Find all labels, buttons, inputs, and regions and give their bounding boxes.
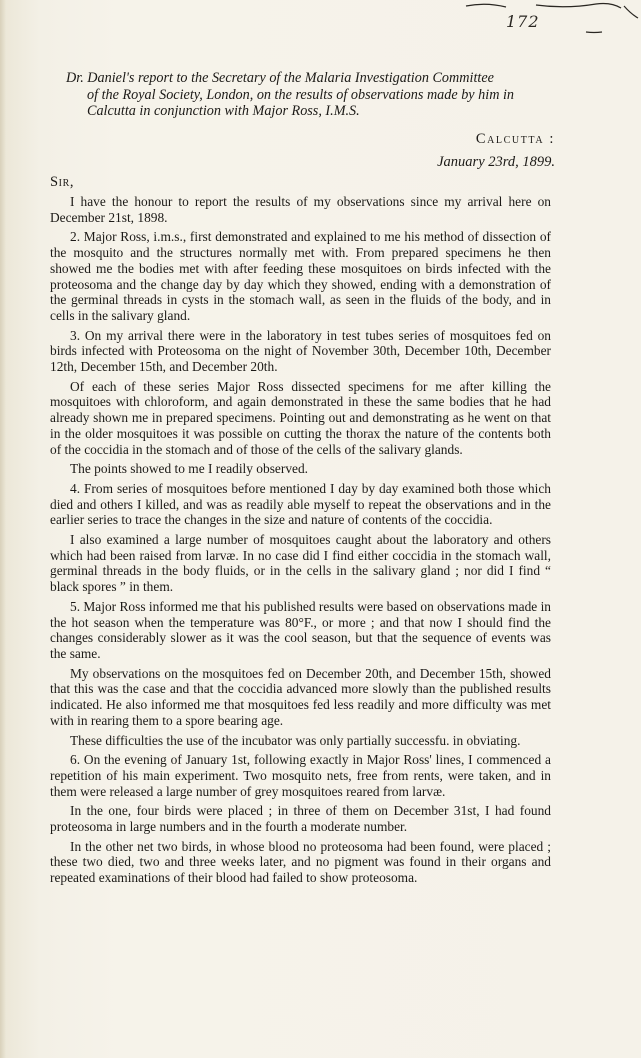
paragraph: 4. From series of mosquitoes before mentioned I day by day examined both those which died and others I killed, and was as readily able myself to repeat the observations and in the earlier series to trace the changes in the size and nature of contents of the coccidia. [50,480,551,528]
place-heading: Calcutta : [475,131,555,147]
paragraph: Of each of these series Major Ross dissected specimens for me after killing the mosquitoes with chloroform, and again demonstrated in these the same bodies that he had already shown me in prepared specimens. Pointing out and demonstrating as he went on that in the older mosquitoes it was possible on cutting the thorax the nature of the contents both of the coccidia in the stomach and of those of the cells of the salivary glands. [50,378,551,457]
title-line-2: of the Royal Society, London, on the results of observations made by him in Calcutta in conjunction with Major Ross, I.M.S. [87,86,515,119]
handwritten-note: 172 [506,12,540,31]
paragraph: In the one, four birds were placed ; in three of them on December 31st, I had found proteosoma in large numbers and in the fourth a moderate number. [50,803,551,835]
paragraph: The points showed to me I readily observed. [70,461,308,477]
paragraph: 3. On my arrival there were in the laboratory in test tubes series of mosquitoes fed on birds infected with Proteosoma on the night of November 30th, December 10th, December 12th, December 15th, and December 20th. [50,327,551,375]
handwritten-scribble-icon [446,2,641,36]
salutation: Sir, [50,174,75,190]
title-line-1: Dr. Daniel's report to the Secretary of the Malaria Investigation Committee [66,70,494,86]
paragraph: I have the honour to report the results of my observations since my arrival here on December 21st, 1898. [50,194,551,225]
paragraph: These difficulties the use of the incubator was only partially successfu. in obviating. [70,732,521,748]
paragraph: I also examined a large number of mosquitoes caught about the laboratory and others which had been raised from larvæ. In no case did I find either coccidia in the stomach wall, germinal threads in the body fluids, or in the cells in the salivary gland ; nor did I find “ black spores ” in them. [50,532,551,595]
paragraph: 5. Major Ross informed me that his published results were based on observations made in the hot season when the temperature was 80°F., or more ; and that now I should find the changes considerably slower as it was the cool season, but that the sequence of events was the same. [50,598,551,661]
page-edge-shadow [0,0,6,1058]
document-title [60,70,565,120]
date-line: January 23rd, 1899. [437,154,555,170]
letter-body [50,194,551,890]
paragraph: 6. On the evening of January 1st, following exactly in Major Ross' lines, I commenced a repetition of his main experiment. Two mosquito nets, free from rents, were taken, and in them were released a large number of grey mosquitoes reared from larvæ. [50,752,551,799]
paragraph: In the other net two birds, in whose blood no proteosoma had been found, were placed ; these two died, two and three weeks later, and no pigment was found in their organs and repeated examinations of their blood had failed to show proteosoma. [50,838,551,886]
paragraph: 2. Major Ross, i.m.s., first demonstrated and explained to me his method of dissection of the mosquito and the structures normally met with. From prepared specimens he then showed me the bodies met with after feeding these mosquitoes on birds infected with the proteosoma and the change day by day which they showed, ending with a demonstration of the germinal threads in cysts in the stomach wall, as seen in the fluids of the body, and in cells in the salivary gland. [50,229,551,323]
paragraph: My observations on the mosquitoes fed on December 20th, and December 15th, showed that this was the case and that the coccidia advanced more slowly than the published results indicated. He also informed me that mosquitoes fed less readily and more difficulty was met with in rearing them to a spore bearing age. [50,665,551,728]
